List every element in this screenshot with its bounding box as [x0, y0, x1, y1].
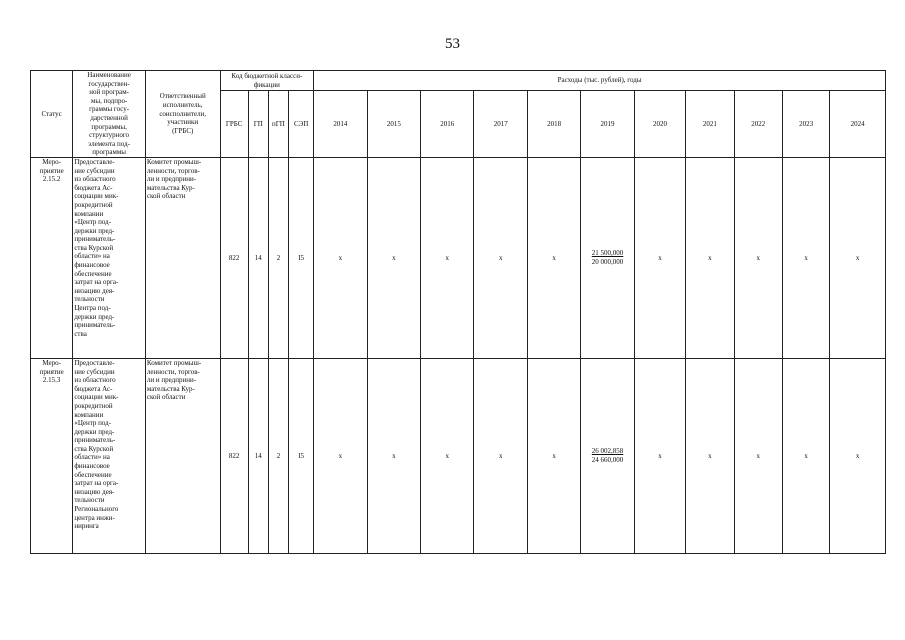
- text-line: Регионального: [74, 505, 119, 514]
- value-planned: 21 500,000: [591, 249, 624, 258]
- row-code-grbs: 822: [220, 157, 248, 358]
- text-line: Предоставле-: [74, 157, 115, 166]
- text-line: финансовое: [74, 261, 110, 270]
- row-value-2020: x: [634, 358, 685, 553]
- budget-table: [30, 70, 886, 554]
- text-line: Наименование: [87, 71, 131, 79]
- row-value-2022: x: [734, 358, 782, 553]
- row-value-2021: x: [686, 358, 734, 553]
- text-line: ства: [74, 329, 87, 338]
- row-code-sep: I5: [289, 157, 314, 358]
- row-value-2017: x: [474, 157, 527, 358]
- text-line: ние субсидии: [74, 166, 115, 175]
- text-line: обеспечение: [74, 269, 112, 278]
- text-line: программы: [92, 148, 127, 157]
- header-year: 2017: [474, 91, 527, 157]
- text-line: из областного: [74, 175, 116, 184]
- header-code-grbs: ГРБС: [220, 91, 248, 157]
- row-value-2016: x: [421, 358, 474, 553]
- value-planned: 26 002,858: [591, 447, 624, 456]
- text-line: ской области: [146, 393, 186, 402]
- header-year: 2022: [734, 91, 782, 157]
- text-line: элемента под-: [88, 139, 130, 148]
- header-year: 2021: [686, 91, 734, 157]
- row-value-2018: x: [527, 358, 580, 553]
- header-year: 2024: [830, 91, 886, 157]
- row-value-2014: x: [314, 358, 367, 553]
- row-value-2023: x: [782, 157, 829, 358]
- text-line: бюджета Ас-: [74, 183, 113, 192]
- text-line: обеспечение: [74, 470, 112, 479]
- text-line: области» на: [74, 252, 110, 261]
- text-line: программы,: [91, 122, 127, 131]
- text-line: затрат на орга-: [74, 278, 119, 287]
- row-code-sep: I5: [289, 358, 314, 553]
- text-line: Меро-: [42, 157, 61, 166]
- text-line: приниматель-: [74, 321, 116, 330]
- row-code-gp: 14: [248, 358, 268, 553]
- text-line: «Центр под-: [74, 218, 112, 227]
- text-line: ли и предприни-: [146, 175, 197, 184]
- text-line: низацию дея-: [74, 286, 115, 295]
- text-line: Комитет промыш-: [146, 157, 202, 166]
- text-line: фикации: [253, 80, 280, 89]
- header-code-gp: ГП: [248, 91, 268, 157]
- text-line: социации мик-: [74, 393, 119, 402]
- header-year: 2018: [527, 91, 580, 157]
- text-line: рокредитной: [74, 200, 113, 209]
- value-actual: 20 000,000: [591, 257, 624, 266]
- header-responsible: [145, 71, 220, 158]
- text-line: затрат на орга-: [74, 479, 119, 488]
- header-budget-code-group: [220, 71, 314, 91]
- text-line: держки пред-: [74, 427, 115, 436]
- text-line: низацию дея-: [74, 487, 115, 496]
- text-line: Центра под-: [74, 304, 111, 313]
- text-line: ской области: [146, 192, 186, 201]
- row-value-2015: x: [367, 358, 420, 553]
- header-year: 2023: [782, 91, 829, 157]
- header-expenses-group: Расходы (тыс. рублей), годы: [314, 71, 886, 91]
- text-line: ли и предприни-: [146, 376, 197, 385]
- text-line: Предоставле-: [74, 358, 115, 367]
- row-value-2021: x: [686, 157, 734, 358]
- header-status: Статус: [31, 71, 73, 158]
- row-value-2014: x: [314, 157, 367, 358]
- row-value-2019: [581, 358, 634, 553]
- header-year: 2019: [581, 91, 634, 157]
- text-line: Код бюджетной класси-: [231, 72, 303, 81]
- row-value-2022: x: [734, 157, 782, 358]
- text-line: тельности: [74, 496, 105, 505]
- row-value-2024: x: [830, 358, 886, 553]
- header-year: 2016: [421, 91, 474, 157]
- row-code-gp: 14: [248, 157, 268, 358]
- text-line: ние субсидии: [74, 367, 115, 376]
- text-line: компании: [74, 209, 104, 218]
- text-line: 2.15.3: [42, 376, 61, 385]
- text-line: структурного: [89, 131, 130, 140]
- text-line: ной програм-: [89, 88, 129, 97]
- header-name: [73, 71, 146, 158]
- table-row: [31, 358, 886, 553]
- text-line: ниринга: [74, 522, 99, 531]
- text-line: ства Курской: [74, 243, 114, 252]
- text-line: тельности: [74, 295, 105, 304]
- header-code-pgp: пГП: [268, 91, 288, 157]
- text-line: рокредитной: [74, 401, 113, 410]
- text-line: «Центр под-: [74, 419, 112, 428]
- text-line: ства Курской: [74, 444, 114, 453]
- row-name: [73, 358, 146, 553]
- text-line: приниматель-: [74, 235, 116, 244]
- text-line: Ответственный: [159, 92, 206, 101]
- text-line: Комитет промыш-: [146, 358, 202, 367]
- text-line: области» на: [74, 453, 110, 462]
- text-line: держки пред-: [74, 312, 115, 321]
- row-status: [31, 157, 73, 358]
- text-line: соисполнители,: [159, 109, 207, 118]
- text-line: мательства Кур-: [146, 183, 195, 192]
- row-value-2015: x: [367, 157, 420, 358]
- text-line: государствен-: [88, 79, 130, 88]
- header-year: 2015: [367, 91, 420, 157]
- row-value-2016: x: [421, 157, 474, 358]
- text-line: участники: [167, 118, 199, 127]
- text-line: центра инжи-: [74, 513, 115, 522]
- header-year: 2020: [634, 91, 685, 157]
- value-actual: 24 660,000: [591, 455, 624, 464]
- text-line: Меро-: [42, 358, 61, 367]
- row-value-2023: x: [782, 358, 829, 553]
- row-value-2018: x: [527, 157, 580, 358]
- row-value-2020: x: [634, 157, 685, 358]
- text-line: мы, подпро-: [90, 96, 128, 105]
- row-value-2019: [581, 157, 634, 358]
- text-line: приятие: [39, 367, 64, 376]
- header-row-1: [31, 71, 886, 91]
- row-responsible: [145, 157, 220, 358]
- text-line: дарственной: [90, 113, 128, 122]
- text-line: из областного: [74, 376, 116, 385]
- row-responsible: [145, 358, 220, 553]
- text-line: приятие: [39, 166, 64, 175]
- text-line: финансовое: [74, 462, 110, 471]
- row-code-pgp: 2: [268, 358, 288, 553]
- text-line: граммы госу-: [89, 105, 130, 114]
- header-year: 2014: [314, 91, 367, 157]
- text-line: (ГРБС): [172, 126, 194, 135]
- header-code-sep: СЭП: [289, 91, 314, 157]
- row-name: [73, 157, 146, 358]
- text-line: 2.15.2: [42, 175, 61, 184]
- row-status: [31, 358, 73, 553]
- text-line: бюджета Ас-: [74, 384, 113, 393]
- text-line: исполнитель,: [162, 101, 203, 110]
- text-line: ленности, торгов-: [146, 166, 200, 175]
- text-line: социации мик-: [74, 192, 119, 201]
- row-value-2017: x: [474, 358, 527, 553]
- text-line: держки пред-: [74, 226, 115, 235]
- page-number: 53: [445, 36, 460, 52]
- text-line: мательства Кур-: [146, 384, 195, 393]
- row-value-2024: x: [830, 157, 886, 358]
- text-line: приниматель-: [74, 436, 116, 445]
- text-line: компании: [74, 410, 104, 419]
- row-code-pgp: 2: [268, 157, 288, 358]
- text-line: ленности, торгов-: [146, 367, 200, 376]
- table-row: [31, 157, 886, 358]
- row-code-grbs: 822: [220, 358, 248, 553]
